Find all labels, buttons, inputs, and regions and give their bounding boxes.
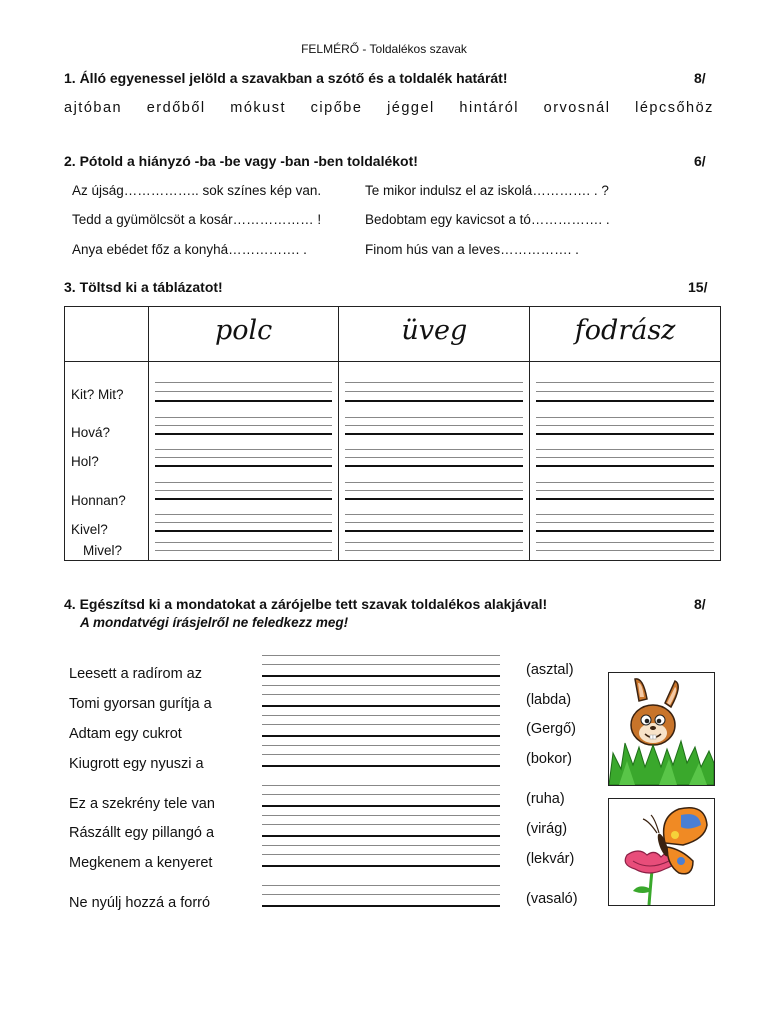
task1-word: ajtóban [64, 100, 123, 116]
task4-sentence: Adtam egy cukrot [69, 726, 182, 742]
task4-hint: (ruha) [526, 791, 565, 807]
writing-line [536, 417, 714, 418]
writing-line [536, 449, 714, 450]
writing-line [262, 655, 500, 656]
task4-sentence: Kiugrott egy nyuszi a [69, 756, 204, 772]
writing-line [155, 382, 333, 383]
writing-line [262, 694, 500, 695]
task4-sentence: Ne nyúlj hozzá a forró [69, 895, 211, 911]
task4-note: A mondatvégi írásjelről ne feledkezz meg! [80, 615, 349, 630]
task1-word: hintáról [459, 100, 519, 116]
writing-line [345, 465, 523, 467]
writing-line [262, 805, 500, 807]
writing-line [262, 705, 500, 707]
writing-line [536, 542, 714, 543]
writing-line [262, 815, 500, 816]
task1-word: erdőből [146, 100, 206, 116]
writing-line [155, 550, 333, 551]
question-label: Mivel? [83, 543, 123, 558]
task4-sentence: Megkenem a kenyeret [69, 855, 213, 871]
writing-line [262, 715, 500, 716]
table-question-cell [65, 362, 149, 561]
writing-line [262, 905, 500, 907]
task2-sentence: Bedobtam egy kavicsot a tó……………. . [365, 212, 610, 227]
rabbit-image [608, 672, 715, 786]
task4-hint: (Gergő) [526, 721, 576, 737]
writing-line [155, 542, 333, 543]
task1-word: lépcsőhöz [635, 100, 714, 116]
writing-line [262, 754, 500, 755]
writing-line [345, 417, 523, 418]
writing-line [345, 550, 523, 551]
writing-line [155, 465, 333, 467]
task4-hint: (lekvár) [526, 851, 575, 867]
writing-line [345, 530, 523, 532]
task1-title: 1. Álló egyenessel jelöld a szavakban a szótő és a toldalék határát! [64, 70, 508, 86]
task4-points: 8/ [694, 596, 706, 612]
table-header-polc: polc [148, 307, 339, 362]
task1-word: mókust [230, 100, 287, 116]
answer-cell-fodrasz[interactable] [530, 362, 721, 561]
writing-line [155, 417, 333, 418]
writing-line [262, 824, 500, 825]
task4-sentence: Ez a szekrény tele van [69, 796, 215, 812]
answer-cell-polc[interactable] [148, 362, 339, 561]
task2-points: 6/ [694, 153, 706, 169]
task3-points: 15/ [688, 279, 708, 295]
writing-line [155, 482, 333, 483]
writing-line [345, 400, 523, 402]
writing-line [345, 542, 523, 543]
writing-line [345, 449, 523, 450]
writing-line [345, 382, 523, 383]
writing-line [155, 425, 333, 426]
question-label: Kit? Mit? [71, 387, 124, 402]
task4-hint: (virág) [526, 821, 568, 837]
writing-line [345, 498, 523, 500]
writing-line [155, 514, 333, 515]
writing-line [262, 885, 500, 886]
task1-word: cipőbe [310, 100, 363, 116]
question-label: Hová? [71, 425, 111, 440]
task2-sentence: Te mikor indulsz el az iskolá…………. . ? [365, 183, 609, 198]
writing-line [345, 433, 523, 435]
question-label: Hol? [71, 454, 99, 469]
task2-sentence: Anya ebédet főz a konyhá……………. . [72, 242, 307, 257]
writing-line [536, 490, 714, 491]
task4-hint: (bokor) [526, 751, 572, 767]
writing-line [345, 522, 523, 523]
writing-line [155, 449, 333, 450]
writing-line [345, 514, 523, 515]
table-corner-cell [65, 307, 149, 362]
writing-line [262, 835, 500, 837]
writing-line [262, 765, 500, 767]
writing-line [536, 514, 714, 515]
writing-line [155, 400, 333, 402]
writing-line [155, 522, 333, 523]
table-header-fodrasz: fodrász [530, 307, 721, 362]
butterfly-on-flower-icon [609, 799, 714, 905]
task4-hint: (asztal) [526, 662, 574, 678]
question-label: Kivel? [71, 522, 108, 537]
task1-points: 8/ [694, 70, 706, 86]
writing-line [536, 550, 714, 551]
task2-sentence: Finom hús van a leves……………. . [365, 242, 579, 257]
writing-line [536, 457, 714, 458]
writing-line [536, 391, 714, 392]
task4-sentence: Tomi gyorsan gurítja a [69, 696, 212, 712]
butterfly-image [608, 798, 715, 906]
task4-hint: (labda) [526, 692, 572, 708]
task2-title: 2. Pótold a hiányzó -ba -be vagy -ban -ben toldalékot! [64, 153, 418, 169]
task1-word: orvosnál [543, 100, 611, 116]
writing-line [262, 894, 500, 895]
task4-sentence: Leesett a radírom az [69, 666, 202, 682]
writing-line [155, 490, 333, 491]
writing-line [262, 735, 500, 737]
task3-table [64, 306, 721, 561]
writing-line [155, 391, 333, 392]
task4-title: 4. Egészítsd ki a mondatokat a zárójelbe tett szavak toldalékos alakjával! [64, 596, 548, 612]
task4-sentence: Rászállt egy pillangó a [69, 825, 215, 841]
task4-hint: (vasaló) [526, 891, 578, 907]
task1-word: jéggel [387, 100, 435, 116]
writing-line [155, 433, 333, 435]
writing-line [536, 465, 714, 467]
task1-word-list [64, 100, 714, 116]
writing-line [262, 745, 500, 746]
writing-line [155, 498, 333, 500]
task3-title: 3. Töltsd ki a táblázatot! [64, 279, 223, 295]
writing-line [262, 854, 500, 855]
writing-line [262, 865, 500, 867]
rabbit-in-grass-icon [609, 673, 714, 785]
writing-line [536, 530, 714, 532]
writing-line [262, 845, 500, 846]
writing-line [536, 522, 714, 523]
writing-line [262, 785, 500, 786]
writing-line [262, 685, 500, 686]
writing-line [345, 425, 523, 426]
writing-line [536, 425, 714, 426]
writing-line [345, 457, 523, 458]
writing-line [262, 794, 500, 795]
task2-sentence: Az újság…………….. sok színes kép van. [72, 183, 322, 198]
writing-line [155, 530, 333, 532]
writing-line [536, 400, 714, 402]
writing-line [536, 498, 714, 500]
writing-line [262, 664, 500, 665]
task2-sentence: Tedd a gyümölcsöt a kosár……………… ! [72, 212, 322, 227]
page-title: FELMÉRŐ - Toldalékos szavak [301, 42, 467, 56]
writing-line [536, 382, 714, 383]
writing-line [155, 457, 333, 458]
writing-line [345, 490, 523, 491]
writing-line [262, 724, 500, 725]
writing-line [345, 391, 523, 392]
writing-line [345, 482, 523, 483]
writing-line [536, 433, 714, 435]
writing-line [262, 675, 500, 677]
answer-cell-uveg[interactable] [339, 362, 530, 561]
question-label: Honnan? [71, 493, 126, 508]
table-header-uveg: üveg [339, 307, 530, 362]
writing-line [536, 482, 714, 483]
